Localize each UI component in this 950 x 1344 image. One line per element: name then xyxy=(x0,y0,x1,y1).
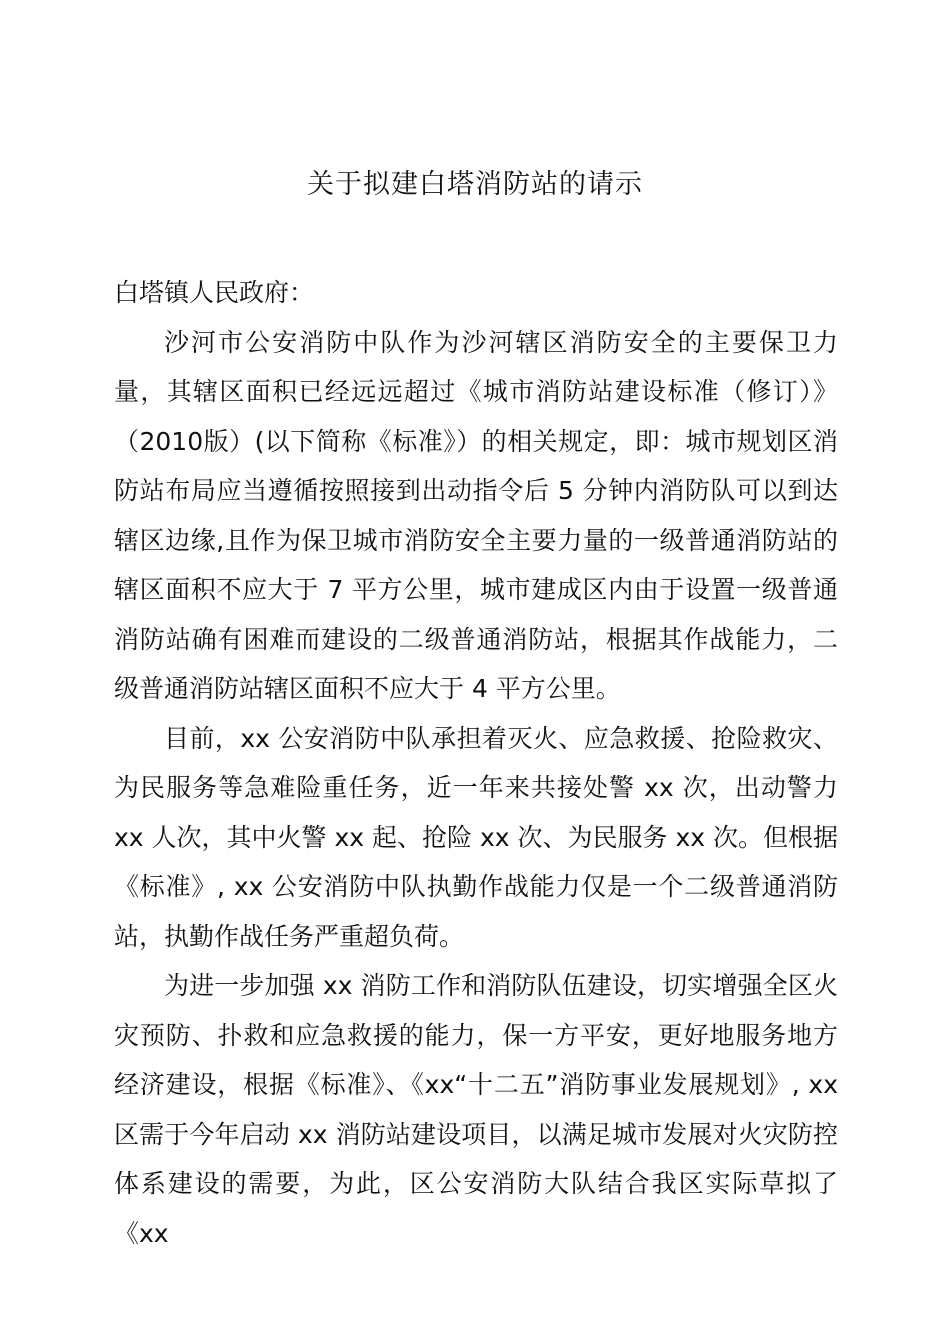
paragraph-3: 为进一步加强 xx 消防工作和消防队伍建设，切实增强全区火灾预防、扑救和应急救援的能力，保一方平安，更好地服务地方经济建设，根据《标准》、《xx“十二五”消防事业发展规划》, xx 区需于今年启动 xx 消防站建设项目，以满足城市发展对火灾防控体系建设的需要，为此，区公安消防大队结合我区实际草拟了《xx xyxy=(114,971,838,1248)
paragraph-2: 目前，xx 公安消防中队承担着灭火、应急救援、抢险救灾、为民服务等急难险重任务，近一年来共接处警 xx 次，出动警力 xx 人次，其中火警 xx 起、抢险 xx 次、为民服务 xx 次。但根据《标准》, xx 公安消防中队执勤作战能力仅是一个二级普通消防站，执勤作战任务严重超负荷。 xyxy=(114,723,838,951)
paragraph-1: 沙河市公安消防中队作为沙河辖区消防安全的主要保卫力量，其辖区面积已经远远超过《城市消防站建设标准（修订）》（2010版）(以下简称《标准》）的相关规定，即：城市规划区消防站布局应当遵循按照接到出动指令后 5 分钟内消防队可以到达辖区边缘,且作为保卫城市消防安全主要力量的一级普通消防站的辖区面积不应大于 7 平方公里，城市建成区内由于设置一级普通消防站确有困难而建设的二级普通消防站，根据其作战能力，二级普通消防站辖区面积不应大于 4 平方公里。 xyxy=(114,327,838,703)
document-title: 关于拟建白塔消防站的请示 xyxy=(307,169,643,200)
document-body xyxy=(114,268,838,1258)
salutation: 白塔镇人民政府： xyxy=(114,278,315,307)
